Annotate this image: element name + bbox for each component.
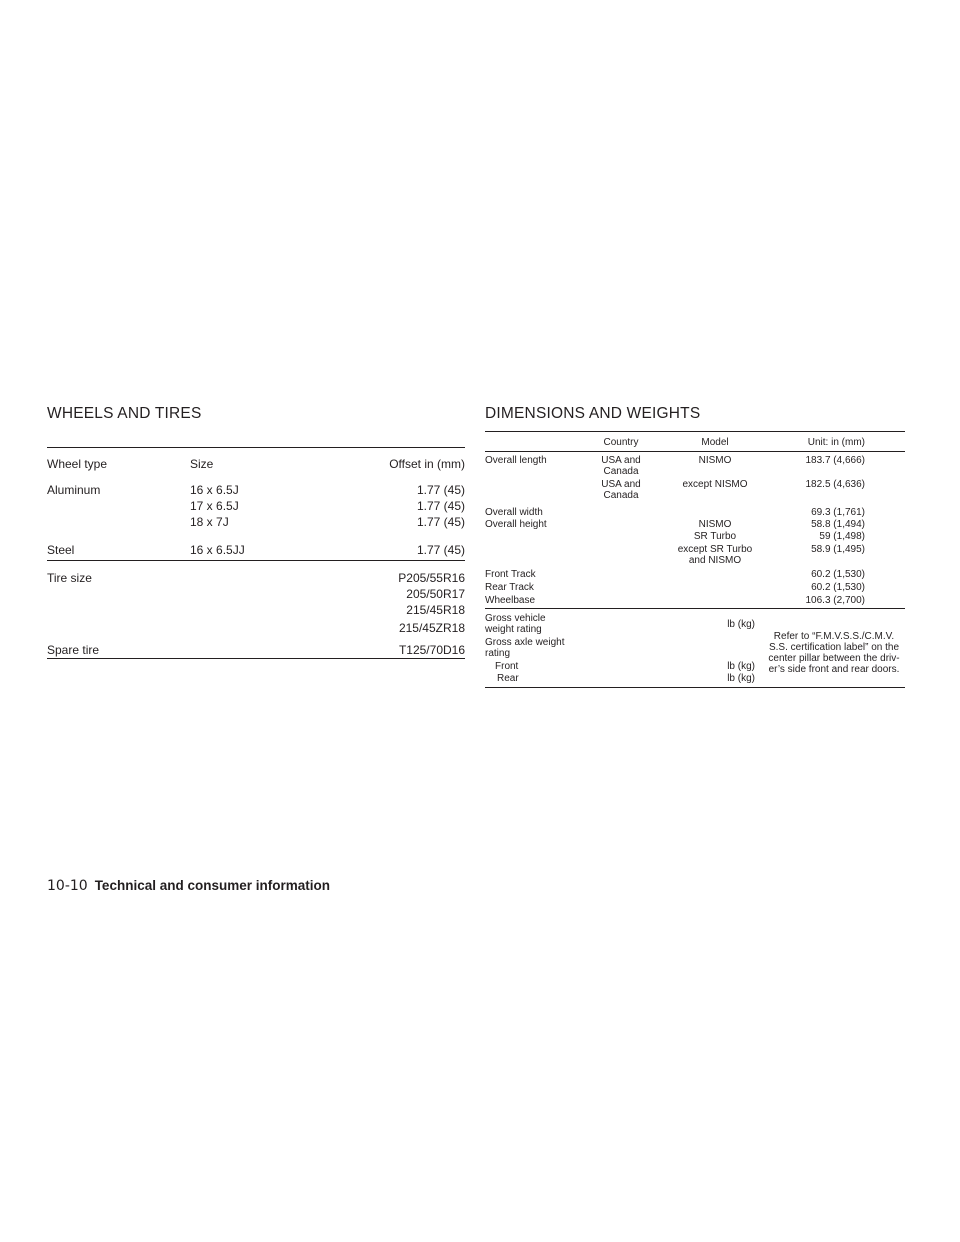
country-line: USA and [601, 455, 641, 466]
country-line: Canada [603, 466, 639, 477]
tire-size-value: 205/50R17 [406, 587, 465, 601]
note-line: er’s side front and rear doors. [768, 664, 900, 675]
model-cell [655, 544, 775, 566]
table-row [485, 595, 905, 606]
front-axle-label: Front [495, 661, 519, 672]
wheelbase-label: Wheelbase [485, 595, 536, 606]
tire-size-value: P205/55R16 [398, 571, 465, 585]
spare-tire-value: T125/70D16 [398, 643, 465, 657]
table-top-rule [485, 431, 905, 432]
weights-block [485, 613, 905, 687]
gawr-line: rating [485, 648, 511, 659]
chapter-title: Technical and consumer information [94, 878, 330, 893]
note-line: center pillar between the driv- [768, 653, 900, 664]
front-track-label: Front Track [485, 569, 536, 580]
rear-axle-label: Rear [497, 673, 519, 684]
size-cell: 16 x 6.5JJ [190, 543, 245, 557]
value-cell: 58.9 (1,495) [811, 544, 865, 555]
dimensions-and-weights-title: DIMENSIONS AND WEIGHTS [485, 405, 701, 422]
table-row [485, 519, 905, 530]
table-row [47, 542, 465, 558]
table-row [485, 569, 905, 580]
offset-cell: 1.77 (45) [416, 499, 465, 513]
value-cell: 58.8 (1,494) [811, 519, 865, 530]
wheels-and-tires-title: WHEELS AND TIRES [47, 405, 202, 422]
certification-label-note [763, 631, 905, 675]
country-cell [585, 455, 657, 477]
tire-size-row [47, 602, 465, 618]
row-divider [47, 560, 465, 561]
value-cell: 183.7 (4,666) [805, 455, 865, 466]
dimensions-table [485, 431, 905, 688]
wheels-and-tires-table [47, 447, 465, 659]
header-model: Model [701, 437, 729, 448]
country-line: USA and [601, 479, 641, 490]
value-cell: 59 (1,498) [819, 531, 865, 542]
table-row [485, 582, 905, 593]
note-line: Refer to “F.M.V.S.S./C.M.V. [773, 631, 895, 642]
rear-track-label: Rear Track [485, 582, 534, 593]
table-row [485, 531, 905, 542]
overall-height-label: Overall height [485, 519, 547, 530]
size-cell: 17 x 6.5J [190, 499, 239, 513]
header-offset: Offset in (mm) [389, 457, 465, 471]
country-cell [585, 479, 657, 501]
header-size: Size [190, 457, 214, 471]
model-cell: SR Turbo [693, 531, 737, 542]
table-bottom-rule [47, 658, 465, 659]
table-row [47, 498, 465, 514]
header-unit: Unit: in (mm) [807, 437, 865, 448]
wheel-type-cell: Aluminum [47, 483, 101, 497]
table-row [485, 479, 905, 503]
tire-size-label: Tire size [47, 571, 92, 585]
note-line: S.S. certification label” on the [768, 642, 900, 653]
page-footer [47, 878, 330, 894]
table-row [485, 507, 905, 518]
offset-cell: 1.77 (45) [416, 483, 465, 497]
header-wheel-type: Wheel type [47, 457, 108, 471]
page-number: 10-10 [47, 878, 88, 894]
gawr-label [485, 637, 575, 659]
overall-length-label: Overall length [485, 455, 547, 466]
table-row [485, 544, 905, 568]
size-cell: 18 x 7J [190, 515, 229, 529]
value-cell: 182.5 (4,636) [805, 479, 865, 490]
model-cell: except NISMO [682, 479, 748, 490]
table-row [485, 455, 905, 479]
gvwr-line: weight rating [485, 624, 542, 635]
rear-axle-unit: lb (kg) [727, 673, 755, 684]
front-axle-unit: lb (kg) [727, 661, 755, 672]
table-top-rule [47, 447, 465, 448]
table-row [47, 514, 465, 530]
header-rule [485, 451, 905, 452]
tire-size-row [47, 586, 465, 602]
tire-size-value: 215/45R18 [406, 603, 465, 617]
table-bottom-rule [485, 687, 905, 688]
tire-size-value: 215/45ZR18 [398, 621, 465, 635]
spare-tire-row [47, 642, 465, 658]
offset-cell: 1.77 (45) [416, 543, 465, 557]
wheel-type-cell: Steel [47, 543, 75, 557]
table-row [47, 482, 465, 498]
row-divider [485, 608, 905, 609]
gvwr-unit: lb (kg) [727, 619, 755, 630]
spare-tire-label: Spare tire [47, 643, 100, 657]
gawr-line: Gross axle weight [485, 637, 565, 648]
gvwr-line: Gross vehicle [485, 613, 546, 624]
value-cell: 60.2 (1,530) [811, 582, 865, 593]
header-country: Country [603, 437, 639, 448]
model-cell: NISMO [698, 519, 732, 530]
model-line: except SR Turbo [677, 544, 753, 555]
tire-size-row [47, 570, 465, 586]
value-cell: 60.2 (1,530) [811, 569, 865, 580]
table-header-row [47, 456, 465, 472]
gvwr-label [485, 613, 575, 635]
table-header-row [485, 437, 905, 451]
overall-width-label: Overall width [485, 507, 543, 518]
size-cell: 16 x 6.5J [190, 483, 239, 497]
tire-size-row [47, 620, 465, 636]
value-cell: 69.3 (1,761) [811, 507, 865, 518]
offset-cell: 1.77 (45) [416, 515, 465, 529]
country-line: Canada [603, 490, 639, 501]
value-cell: 106.3 (2,700) [805, 595, 865, 606]
model-cell: NISMO [698, 455, 732, 466]
model-line: and NISMO [688, 555, 742, 566]
